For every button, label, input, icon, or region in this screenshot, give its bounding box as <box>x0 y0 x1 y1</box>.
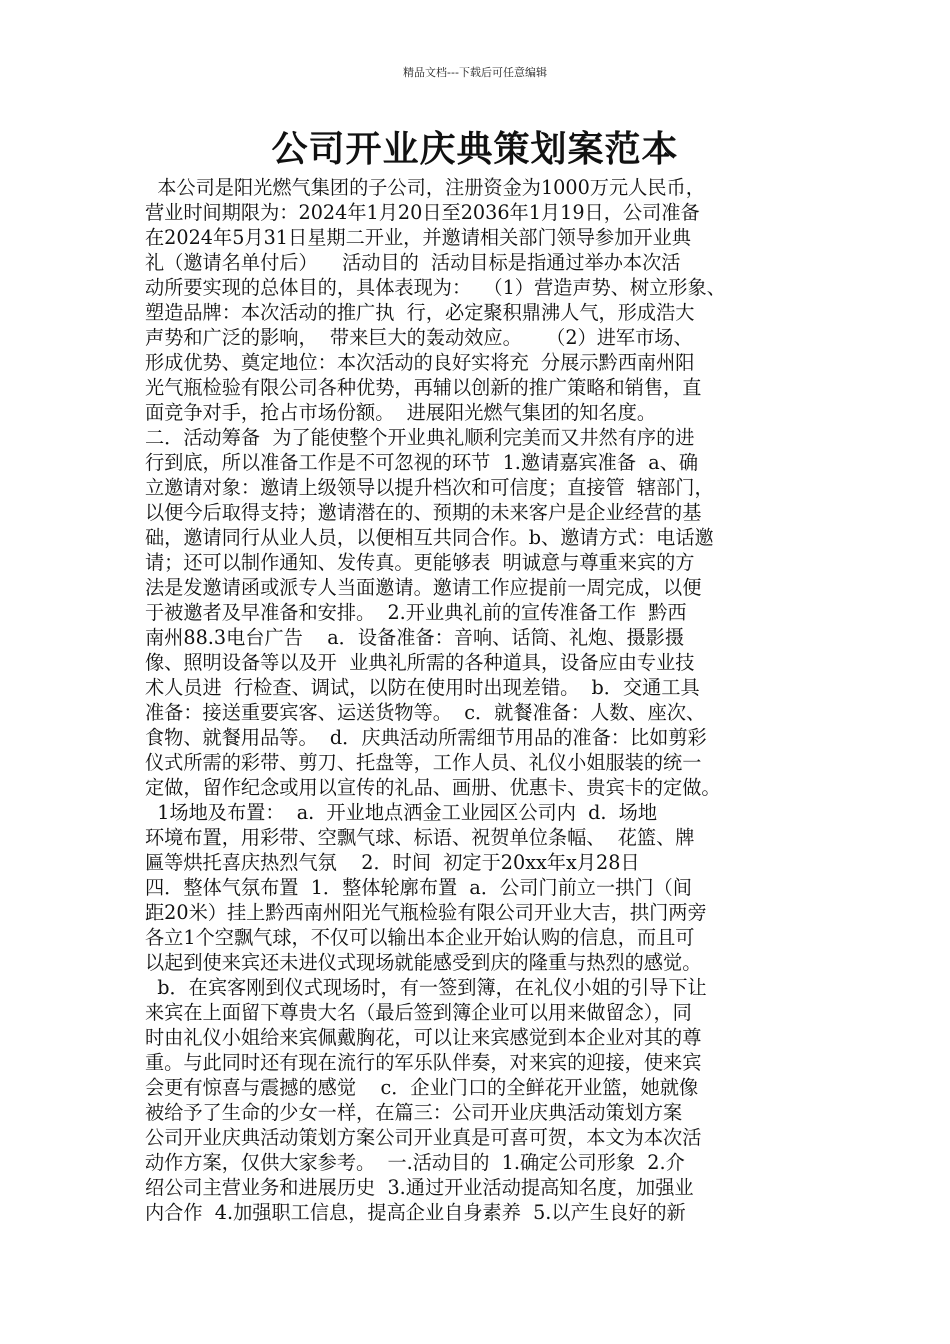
body-line-37: 会更有惊喜与震撼的感觉 c．企业门口的全鲜花开业篮，她就像 <box>145 1076 699 1099</box>
body-line-12: 行到底，所以准备工作是不可忽视的环节 1.邀请嘉宾准备 a、确 <box>145 451 699 474</box>
body-line-24: 仪式所需的彩带、剪刀、托盘等，工作人员、礼仪小姐服装的统一 <box>145 751 702 774</box>
body-line-5: 动所要实现的总体目的，具体表现为： （1）营造声势、树立形象、 <box>145 276 726 299</box>
body-line-30: 距20米）挂上黔西南州阳光气瓶检验有限公司开业大吉，拱门两旁 <box>145 901 707 924</box>
document-title: 公司开业庆典策划案范本 <box>271 129 679 170</box>
body-line-19: 南州88.3电台广告 a．设备准备：音响、话筒、礼炮、摄影摄 <box>145 626 685 649</box>
body-line-16: 请；还可以制作通知、发传真。更能够表 明诚意与尊重来宾的方 <box>145 551 695 574</box>
body-line-28: 匾等烘托喜庆热烈气氛 2．时间 初定于20xx年x月28日 <box>145 851 640 874</box>
page-header-watermark: 精品文档---下载后可任意编辑 <box>403 66 547 79</box>
body-line-8: 形成优势、奠定地位：本次活动的良好实将充 分展示黔西南州阳 <box>145 351 695 374</box>
body-line-33: b．在宾客刚到仪式现场时，有一签到簿，在礼仪小姐的引导下让 <box>145 976 707 999</box>
body-line-31: 各立1个空飘气球，不仅可以输出本企业开始认购的信息，而且可 <box>145 926 695 949</box>
body-line-10: 面竞争对手，抢占市场份额。 进展阳光燃气集团的知名度。 <box>145 401 657 424</box>
body-line-1: 本公司是阳光燃气集团的子公司，注册资金为1000万元人民币， <box>145 176 705 199</box>
body-line-21: 术人员进 行检查、调试，以防在使用时出现差错。 b．交通工具 <box>145 676 700 699</box>
body-line-18: 于被邀者及早准备和安排。 2.开业典礼前的宣传准备工作 黔西 <box>145 601 687 624</box>
body-line-22: 准备：接送重要宾客、运送货物等。 c．就餐准备：人数、座次、 <box>145 701 706 724</box>
body-line-34: 来宾在上面留下尊贵大名（最后签到簿企业可以用来做留念），同 <box>145 1001 692 1024</box>
document-body <box>145 175 825 1225</box>
body-line-23: 食物、就餐用品等。 d．庆典活动所需细节用品的准备：比如剪彩 <box>145 726 707 749</box>
body-line-3: 在2024年5月31日星期二开业，并邀请相关部门领导参加开业典 <box>145 226 691 249</box>
body-line-4: 礼（邀请名单付后） 活动目的 活动目标是指通过举办本次活 <box>145 251 681 274</box>
body-line-15: 础，邀请同行从业人员，以便相互共同合作。b、邀请方式：电话邀 <box>145 526 714 549</box>
body-line-40: 动作方案，仅供大家参考。 一.活动目的 1.确定公司形象 2.介 <box>145 1151 685 1174</box>
body-line-17: 法是发邀请函或派专人当面邀请。邀请工作应提前一周完成，以便 <box>145 576 702 599</box>
body-line-6: 塑造品牌：本次活动的推广执 行，必定聚积鼎沸人气，形成浩大 <box>145 301 695 324</box>
body-line-35: 时由礼仪小姐给来宾佩戴胸花，可以让来宾感觉到本企业对其的尊 <box>145 1026 702 1049</box>
body-line-14: 以便今后取得支持；邀请潜在的、预期的未来客户是企业经营的基 <box>145 501 702 524</box>
body-line-25: 定做，留作纪念或用以宣传的礼品、画册、优惠卡、贵宾卡的定做。 <box>145 776 721 799</box>
body-line-7: 声势和广泛的影响， 带来巨大的轰动效应。 （2）进军市场、 <box>145 326 693 349</box>
body-line-32: 以起到使来宾还未进仪式现场就能感受到庆的隆重与热烈的感觉。 <box>145 951 702 974</box>
body-line-13: 立邀请对象：邀请上级领导以提升档次和可信度；直接管 辖部门， <box>145 476 714 499</box>
body-line-39: 公司开业庆典活动策划方案公司开业真是可喜可贺，本文为本次活 <box>145 1126 702 1149</box>
body-line-27: 环境布置，用彩带、空飘气球、标语、祝贺单位条幅、 花篮、牌 <box>145 826 695 849</box>
body-line-38: 被给予了生命的少女一样，在篇三：公司开业庆典活动策划方案 <box>145 1101 683 1124</box>
body-line-9: 光气瓶检验有限公司各种优势，再辅以创新的推广策略和销售，直 <box>145 376 702 399</box>
body-line-36: 重。与此同时还有现在流行的军乐队伴奏，对来宾的迎接，使来宾 <box>145 1051 702 1074</box>
body-line-11: 二．活动筹备 为了能使整个开业典礼顺利完美而又井然有序的进 <box>145 426 695 449</box>
body-line-29: 四．整体气氛布置 1．整体轮廓布置 a．公司门前立一拱门（间 <box>145 876 692 899</box>
body-line-20: 像、照明设备等以及开 业典礼所需的各种道具，设备应由专业技 <box>145 651 695 674</box>
body-line-41: 绍公司主营业务和进展历史 3.通过开业活动提高知名度，加强业 <box>145 1176 694 1199</box>
body-line-42: 内合作 4.加强职工信息，提高企业自身素养 5.以产生良好的新 <box>145 1201 686 1224</box>
body-line-26: 1场地及布置： a. 开业地点洒金工业园区公司内 d. 场地 <box>145 801 658 824</box>
body-line-2: 营业时间期限为：2024年1月20日至2036年1月19日，公司准备 <box>145 201 700 224</box>
